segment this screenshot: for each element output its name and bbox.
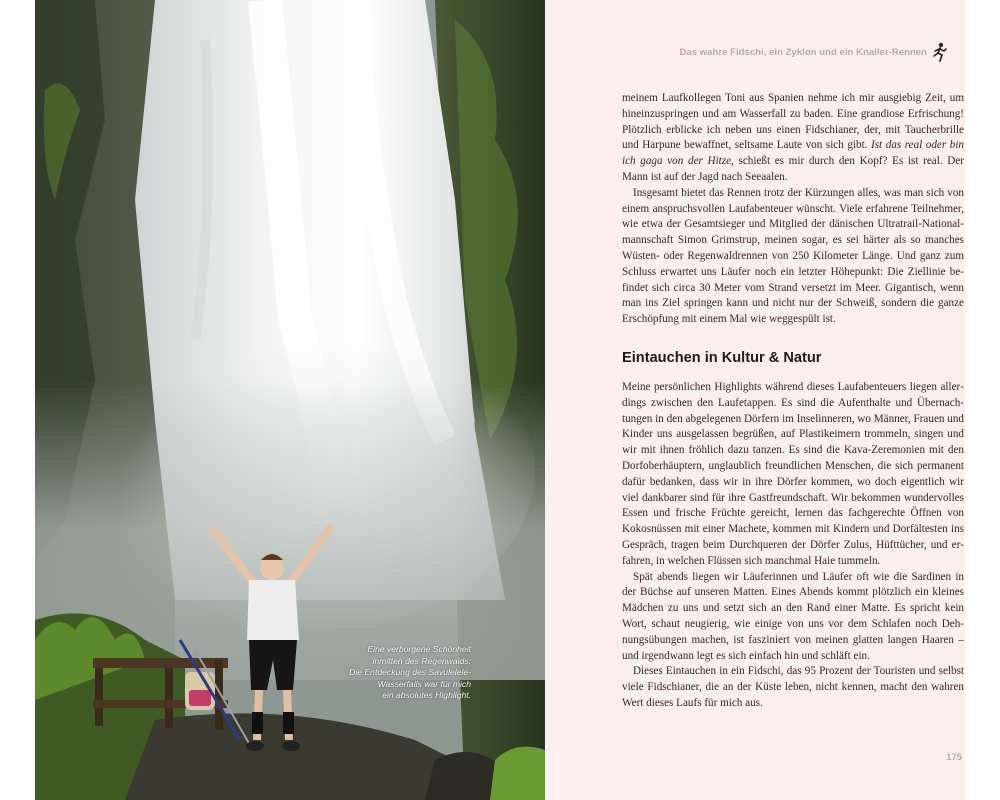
paragraph-text: schießt es mir durch den Kopf? Es ist real. Der Mann ist auf der Jagd nach Seeaalen.: [622, 155, 964, 183]
inner-thought: Ist das real oder bin ich gaga von der Hitze,: [622, 139, 964, 168]
caption-line: Die Entdeckung des Savulelele-: [349, 667, 471, 678]
caption-line: Wasserfalls war für mich: [377, 678, 471, 689]
caption-line: ein absolutes Highlight.: [382, 690, 471, 701]
caption-line: inmitten des Regenwalds:: [372, 655, 471, 666]
waterfall-photo: [35, 0, 545, 800]
runner-icon: [933, 42, 947, 62]
body-text: [622, 91, 964, 712]
paragraph: Insgesamt bietet das Rennen trotz der Kürzungen alles, was man sich von einem anspruchsvollen Laufabenteuer wünscht. Viele erfahrene Teilnehmer, wie etwa der Gesamtsieger und Mitglied der dänischen Ultratrail-Nationalmannschaft Simon Grimstrup, meinen sogar, es sei härter als so manches Wüsten- oder Regenwaldrennen von 250 Kilometer Länge. Und ganz zum Schluss erwartet uns Läufer noch ein letzter Höhepunkt: Die Ziellinie befindet sich circa 30 Meter vom Strand versetzt im Meer. Gigantisch, wenn man ins Ziel springen kann und nicht nur der Schweiß, sondern die ganze Erschöpfung mit einem Mal wie weggespült ist.: [622, 186, 964, 326]
caption-line: Eine verborgene Schönheit: [367, 644, 471, 654]
running-head-text: Das wahre Fidschi, ein Zyklon und ein Knaller-Rennen: [679, 46, 927, 58]
paragraph: Dieses Eintauchen in ein Fidschi, das 95 Prozent der Touristen und selbst viele Fidschianer, die an der Küste leben, nicht kennen, macht den wahren Wert dieses Laufs für mich aus.: [622, 665, 964, 709]
paragraph: [622, 91, 964, 186]
photo-caption: [301, 644, 471, 702]
section-heading: Eintauchen in Kultur & Natur: [622, 349, 822, 366]
page-number: 175: [946, 752, 962, 763]
paragraph-text: meinem Laufkollegen Toni aus Spanien nehme ich mir ausgiebig Zeit, um hineinzuspringen und am Wasserfall zu baden. Eine grandiose Erfrischung! Plötzlich erblicke ich neben uns einen Fidschianer, der, mit Taucherbrille und Harpune bewaffnet, seltsame Laute von sich gibt.: [622, 92, 964, 152]
paragraph: Spät abends liegen wir Läuferinnen und Läufer oft wie die Sardinen in der Büchse auf unseren Matten. Eines Abends kommt plötzlich ein kleines Mädchen zu uns und setzt sich an den Rand einer Matte. Es spricht kein Wort, schaut neugierig, wie einige von uns vor dem Schlafen noch Dehnungsübungen machen, ist fasziniert von meinen glatten langen Haaren – und irgendwann legt es sich einfach hin und schläft ein.: [622, 570, 964, 662]
paragraph: Meine persönlichen Highlights während dieses Laufabenteuers liegen allerdings zwischen den Laufetappen. Es sind die Aufenthalte und Übernachtungen in den abgelegenen Dörfern im Inselinneren, wo Männer, Frauen und Kinder uns ausgelassen begrüßen, auf Plastikeimern trommeln, singen und wir mit ihnen fröhlich dazu tanzen. Es sind die Kava-Zeremonien mit den Dorfoberhäuptern, unglaublich freundlichen Menschen, die sich permanent dafür bedanken, dass wir in ihre Dörfer kommen, wo doch eigentlich wir viel dankbarer sind für ihre Gastfreundschaft. Wir bekommen wundervolles Essen und frische Früchte gereicht, lernen das fachgerechte Öffnen von Kokosnüssen mit einer Machete, kommen mit Kindern und Dorfältesten ins Gespräch, tragen beim Durchqueren der Dörfer Zulus, Hüfttücher, und erfahren, in welchen Flüssen sich manchmal Haie tummeln.: [622, 380, 964, 567]
running-head: [679, 42, 947, 62]
text-page: [545, 0, 965, 800]
